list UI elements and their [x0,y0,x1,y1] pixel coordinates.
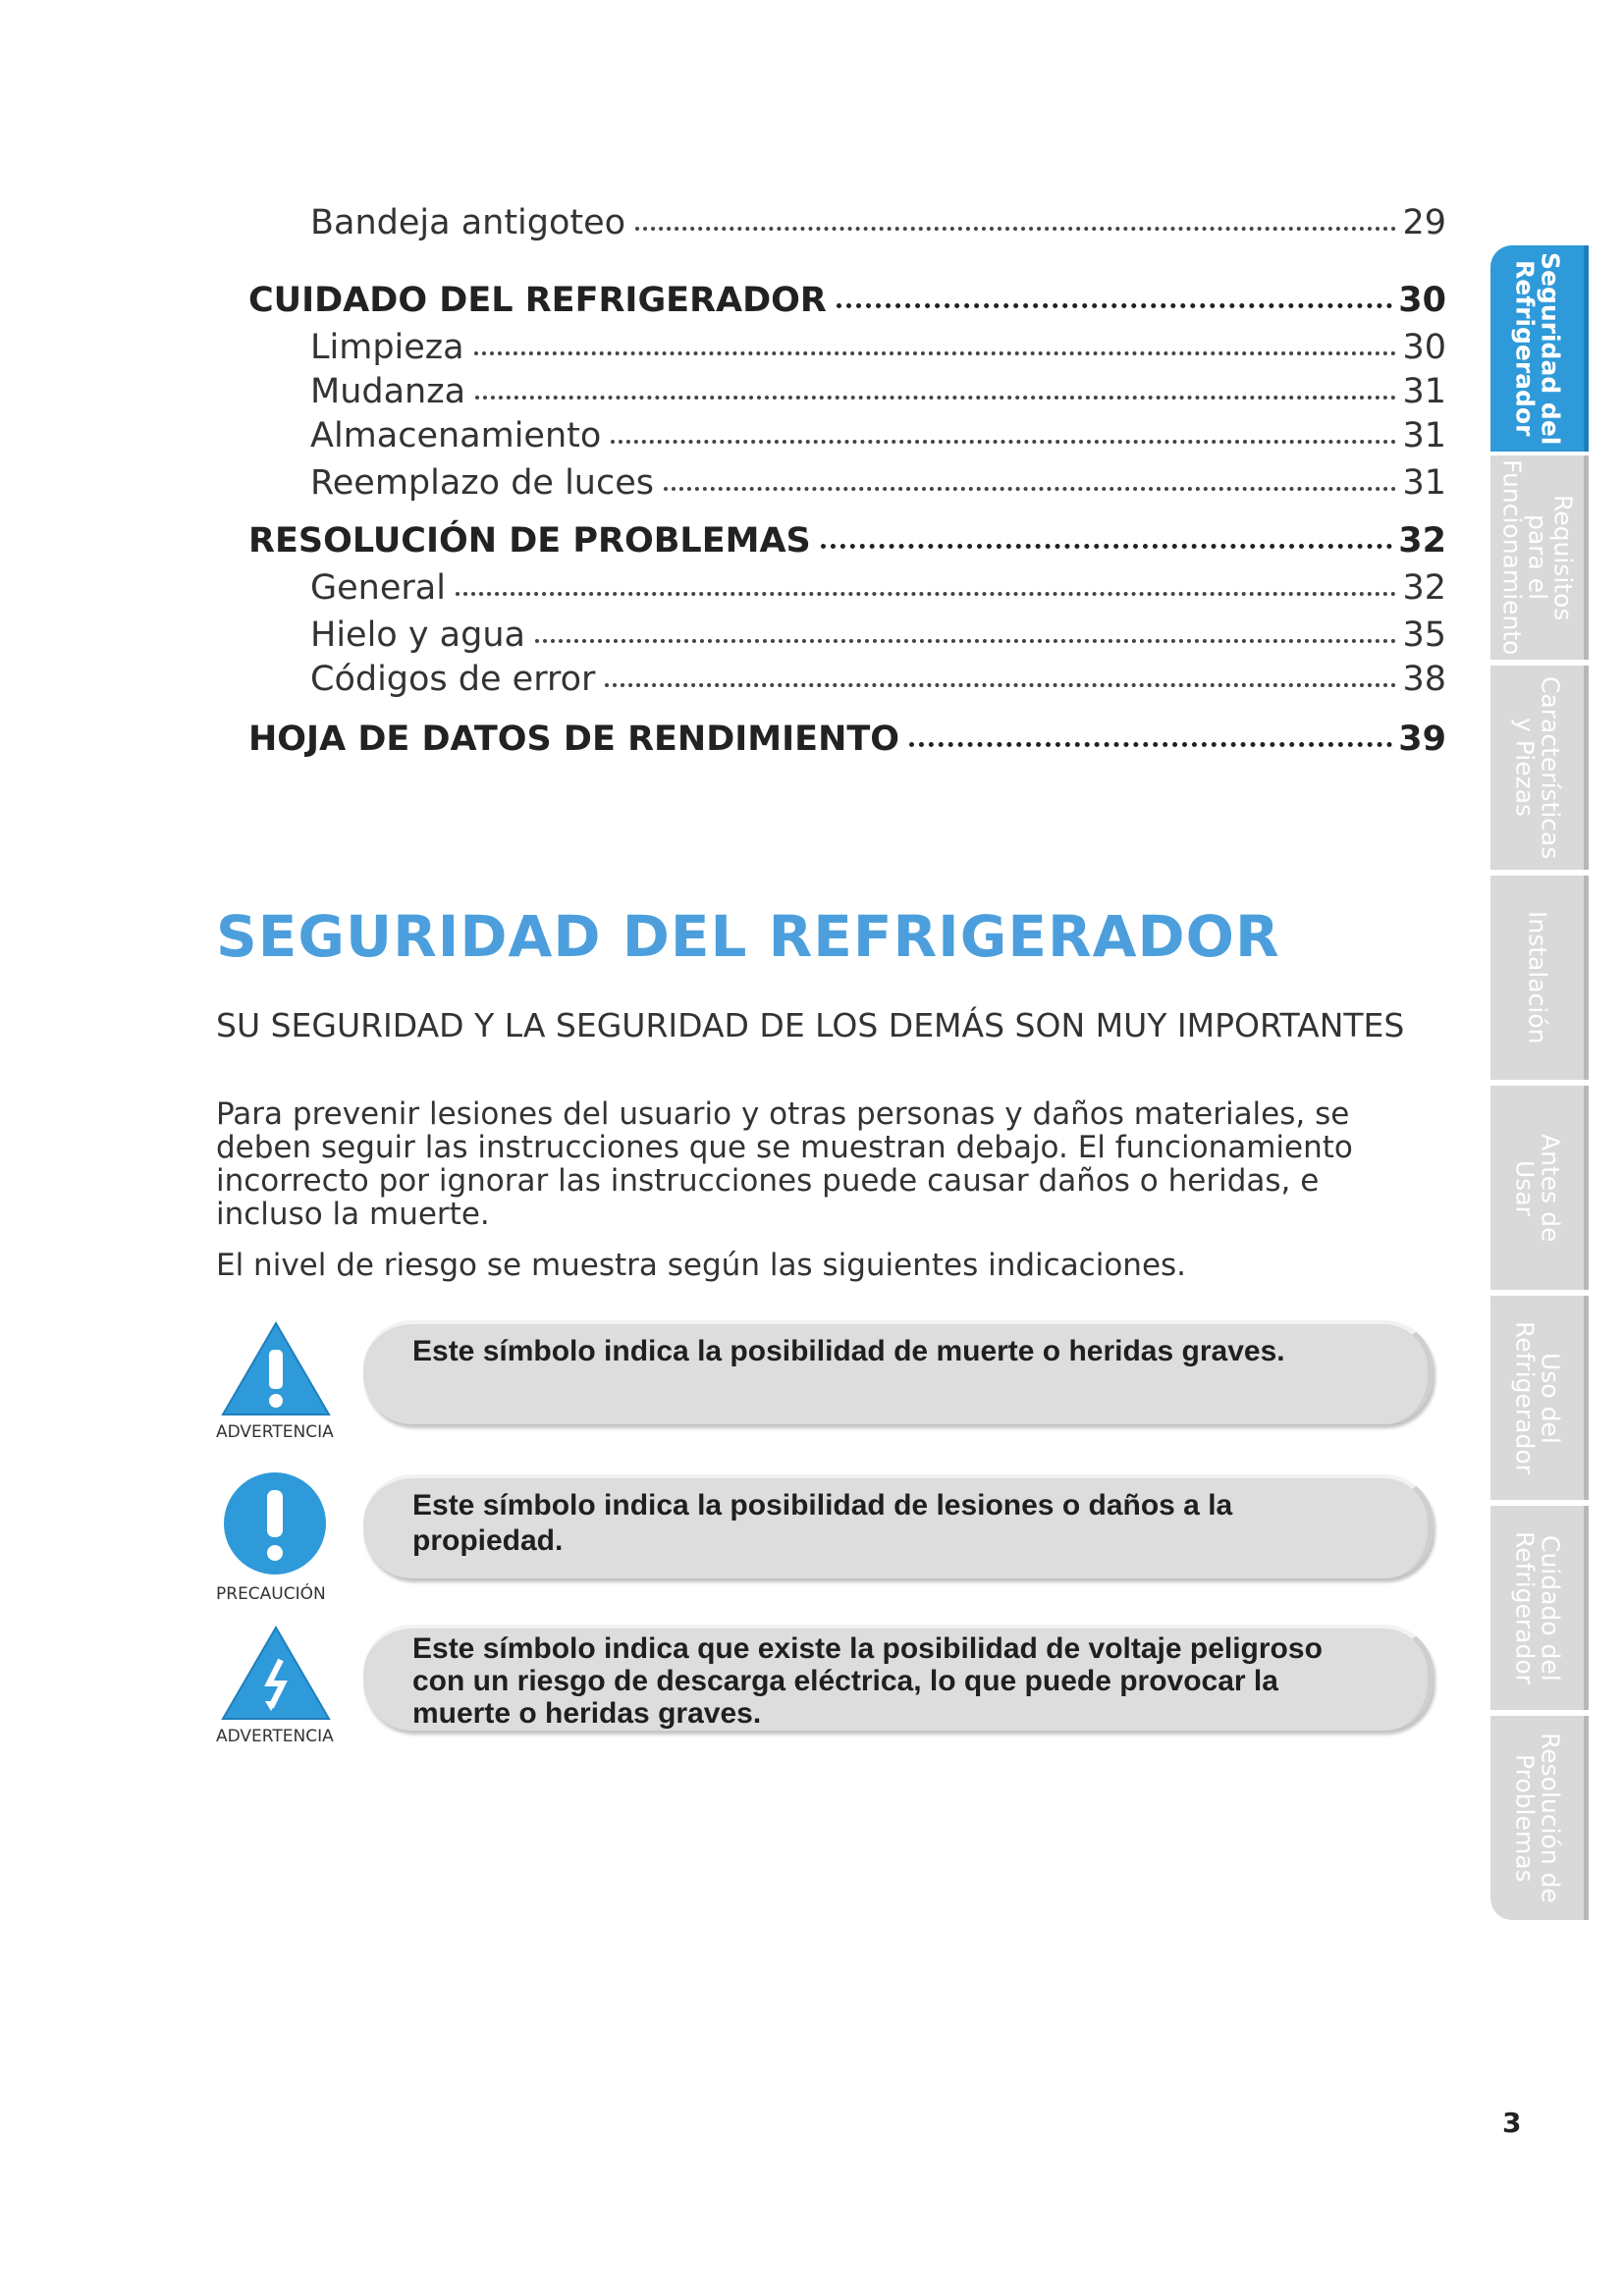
toc-row[interactable] [248,708,1446,759]
symbol-block [216,1320,336,1448]
tab-instalacion[interactable] [1490,876,1589,1080]
symbol-caption: ADVERTENCIA [216,1422,334,1442]
notice-text: Este símbolo indica que existe la posibilidad de voltaje peligroso con un riesgo de descarga eléctrica, lo que puede provocar la muerte o heridas graves. [412,1632,1323,1730]
tab-cuidado-del-refrigerador[interactable] [1490,1506,1589,1710]
toc-row[interactable] [248,648,1446,699]
toc-page: 39 [1398,720,1446,759]
tab-label: Uso del Refrigerador [1510,1321,1565,1474]
notice-text: Este símbolo indica la posibilidad de muerte o heridas graves. [412,1335,1285,1367]
toc-leader [664,487,1396,491]
risk-level-paragraph: El nivel de riesgo se muestra según las siguientes indicaciones. [216,1248,1187,1283]
symbol-block [216,1625,336,1752]
notice-warning [216,1320,1434,1448]
toc-row[interactable] [248,509,1446,561]
toc-row[interactable] [248,191,1446,242]
symbol-caption: PRECAUCIÓN [216,1584,326,1604]
toc-leader [837,303,1392,308]
toc-label: HOJA DE DATOS DE RENDIMIENTO [248,720,899,759]
toc-label: Limpieza [310,328,464,367]
toc-leader [909,742,1392,747]
tab-label: Requisitos para el Funcionamiento [1497,459,1578,656]
notice-caution [216,1472,1434,1604]
toc-label: General [310,568,446,608]
tab-antes-de-usar[interactable] [1490,1086,1589,1290]
notice-electric [216,1625,1434,1752]
notice-box [363,1474,1434,1578]
toc-row[interactable] [248,404,1446,455]
toc-page: 30 [1402,328,1446,367]
tab-uso-del-refrigerador[interactable] [1490,1296,1589,1500]
toc-label: Reemplazo de luces [310,463,654,503]
section-title: SEGURIDAD DEL REFRIGERADOR [216,903,1280,970]
symbol-block [216,1472,336,1604]
toc-label: Almacenamiento [310,416,602,455]
toc-row[interactable] [248,557,1446,608]
toc-leader [821,544,1393,549]
toc-leader [475,396,1396,400]
tab-label: Seguridad del Refrigerador [1510,251,1565,446]
toc-page: 35 [1402,615,1446,655]
toc-label: Códigos de error [310,660,596,699]
page-number: 3 [1502,2107,1522,2139]
notice-box [363,1320,1434,1424]
tab-requisitos-para-el-funcionamiento[interactable] [1490,455,1589,660]
tab-label: Cuidado del Refrigerador [1510,1531,1565,1684]
tab-label: Antes de Usar [1510,1133,1565,1243]
tab-caracteristicas-y-piezas[interactable] [1490,666,1589,870]
toc-page: 29 [1402,203,1446,242]
section-subtitle: SU SEGURIDAD Y LA SEGURIDAD DE LOS DEMÁS SON MUY IMPORTANTES [216,1006,1405,1044]
toc-page: 38 [1402,660,1446,699]
toc-leader [456,592,1397,596]
toc-page: 31 [1402,416,1446,455]
toc-page: 31 [1402,372,1446,411]
toc-leader [474,351,1397,355]
tab-label: Características y Piezas [1510,675,1565,860]
toc-page: 30 [1398,281,1446,320]
electric-shock-triangle-icon [220,1625,332,1723]
toc-label: Hielo y agua [310,615,525,655]
toc-page: 32 [1398,521,1446,561]
toc-leader [611,440,1396,444]
tab-seguridad-del-refrigerador[interactable] [1490,245,1589,452]
intro-paragraph: Para prevenir lesiones del usuario y otras personas y daños materiales, se deben seguir las instrucciones que se muestran debajo. El funcionamiento incorrecto por ignorar las instrucciones puede causar daños o heridas, e incluso la muerte. [216,1096,1353,1232]
toc-leader [605,683,1396,687]
toc-leader [535,639,1396,643]
warning-triangle-icon [220,1320,332,1418]
notice-box [363,1625,1434,1731]
tab-label: Instalación [1523,911,1552,1044]
toc-label: Mudanza [310,372,466,411]
toc-row[interactable] [248,269,1446,320]
toc-page: 31 [1402,463,1446,503]
toc-label: Bandeja antigoteo [310,203,626,242]
toc-page: 32 [1402,568,1446,608]
tab-resolucion-de-problemas[interactable] [1490,1716,1589,1920]
tab-label: Resolución de Problemas [1510,1733,1565,1903]
toc-label: CUIDADO DEL REFRIGERADOR [248,281,827,320]
toc-label: RESOLUCIÓN DE PROBLEMAS [248,521,811,561]
notice-text: Este símbolo indica la posibilidad de lesiones o daños a la propiedad. [412,1489,1233,1557]
caution-circle-icon [220,1472,332,1575]
toc-leader [635,227,1396,231]
toc-row[interactable] [248,452,1446,503]
symbol-caption: ADVERTENCIA [216,1727,334,1746]
